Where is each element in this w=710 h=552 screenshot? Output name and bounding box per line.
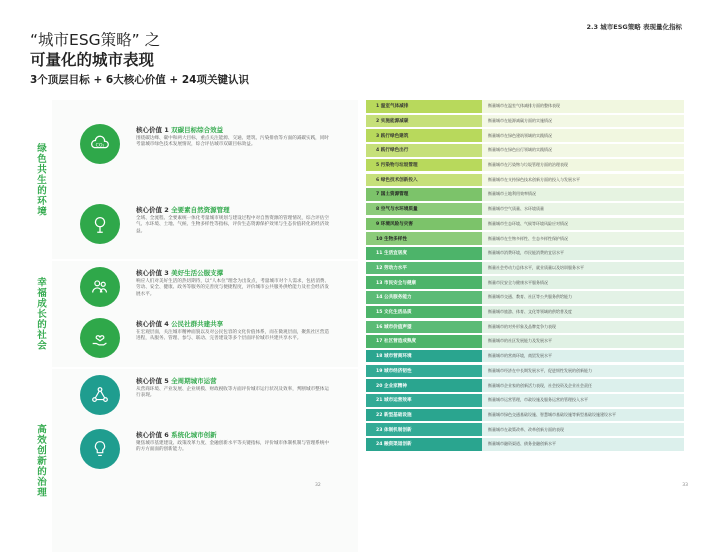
co2-cloud-icon <box>80 124 120 164</box>
kpi-description: 衡量社会劳动力总体水平，就业质量以及培训服务水平 <box>482 262 684 275</box>
kpi-description: 衡量城市运营管理，市政设施及服务运营的管理投入水平 <box>482 394 684 407</box>
kpi-label: 9 环境风险与灾害 <box>366 218 482 231</box>
kpi-row <box>366 247 684 260</box>
kpi-label: 10 生物多样性 <box>366 232 482 245</box>
kpi-row <box>366 321 684 334</box>
kpi-row <box>366 159 684 172</box>
kpi-description: 衡量城市企业家的创新活力表现，社会投资及企业社会责任 <box>482 379 684 392</box>
core-value-name: 全要素自然资源管理 <box>171 206 230 214</box>
core-value-number: 核心价值 6 <box>136 431 169 439</box>
goal-label: 绿色共生的环境 <box>35 142 46 217</box>
kpi-label: 15 文化生活品质 <box>366 306 482 319</box>
goal-group-environment <box>28 100 358 259</box>
kpi-row <box>366 306 684 319</box>
core-value-number: 核心价值 1 <box>136 126 169 134</box>
core-value-description: 响应人们对美好生活的热切期待，以“人本位”理念为出发点，考量城市对个人需求，包括消费、劳动、安全、健康、政务等服务的完善度与便捷程度，评价城市公共服务供给能力及社会经济发展水平。 <box>136 279 330 297</box>
kpi-label: 1 温室气体减排 <box>366 100 482 113</box>
kpi-label: 21 城市运营效率 <box>366 394 482 407</box>
kpi-label: 22 新型基础设施 <box>366 409 482 422</box>
section-header: 2.3 城市ESG策略 表现量化指标 <box>586 23 682 31</box>
kpi-row <box>366 350 684 363</box>
kpi-description: 衡量城市在政策改革、改革创新方面的表现 <box>482 423 684 436</box>
kpi-label: 24 融资渠道创新 <box>366 438 482 451</box>
core-value-name: 系统化城市创新 <box>171 431 217 439</box>
kpi-label: 12 劳动力水平 <box>366 262 482 275</box>
kpi-row <box>366 394 684 407</box>
kpi-description: 衡量城市融资渠道、债务金融创新水平 <box>482 438 684 451</box>
kpi-row <box>366 438 684 451</box>
goal-group-society <box>28 261 358 367</box>
kpi-label: 23 体制机制创新 <box>366 423 482 436</box>
kpi-row <box>366 144 684 157</box>
kpi-description: 衡量城市在支持绿色技术创新方面的投入与发展水平 <box>482 174 684 187</box>
core-value-description: 全域、全流程、全要素统一体化考量城市规划与建设过程中对自然资源的管理情况，综合评估空气、水环境、土地、气候、生物多样性等指标，评价生态资源保护效果与生态价值转化的经济效益。 <box>136 216 329 234</box>
kpi-row <box>366 100 684 113</box>
page-title-line1: “城市ESG策略” 之 <box>30 31 161 49</box>
tree-icon <box>80 204 120 244</box>
kpi-row <box>366 262 684 275</box>
kpi-label: 20 企业家精神 <box>366 379 482 392</box>
kpi-description: 衡量城市在污染物与垃圾管理方面的治理表现 <box>482 159 684 172</box>
kpi-label: 6 绿色技术创新投入 <box>366 174 482 187</box>
core-value-name: 美好生活公服支撑 <box>171 269 224 277</box>
kpi-description: 衡量城市在绿色建筑领域的实践情况 <box>482 129 684 142</box>
kpi-description: 衡量城市土地利用效率情况 <box>482 188 684 201</box>
kpi-row <box>366 423 684 436</box>
kpi-description: 衡量城市在绿色出行领域的实践情况 <box>482 144 684 157</box>
kpi-label: 19 城市经济韧性 <box>366 365 482 378</box>
core-value-number: 核心价值 2 <box>136 206 169 214</box>
core-value-name: 公民社群共建共享 <box>171 320 224 328</box>
kpi-row <box>366 232 684 245</box>
kpi-label: 13 市民安全与健康 <box>366 276 482 289</box>
kpi-row <box>366 379 684 392</box>
kpi-row <box>366 291 684 304</box>
lightbulb-icon <box>80 429 120 469</box>
kpi-label: 7 国土资源管理 <box>366 188 482 201</box>
kpi-label: 17 社区营造成熟度 <box>366 335 482 348</box>
kpi-row <box>366 115 684 128</box>
kpi-description: 衡量城市旅游、体育、文化等领域的供给普及度 <box>482 306 684 319</box>
kpi-label: 14 公共服务能力 <box>366 291 482 304</box>
hand-heart-icon <box>80 318 120 358</box>
kpi-label: 8 空气与水环境质量 <box>366 203 482 216</box>
page-number-left: 32 <box>315 483 321 488</box>
core-value-number: 核心价值 5 <box>136 377 169 385</box>
kpi-description: 衡量城市消费环境，市民能消费的宜居水平 <box>482 247 684 260</box>
kpi-description: 衡量城市生态环境、气候等环境风险应对情况 <box>482 218 684 231</box>
core-value-name: 全周期城市运营 <box>171 377 217 385</box>
kpi-description: 衡量城市的营商环境，商贸发展水平 <box>482 350 684 363</box>
kpi-description: 衡量城市在温室气体减排方面的整体表现 <box>482 100 684 113</box>
kpi-row <box>366 218 684 231</box>
core-value-description: 聚焦城市基建建设、政策改革力度、金融创新水平等关键指标，评价城市体制机制与管理系统中的方方面面的创新能力。 <box>136 441 329 453</box>
kpi-label: 18 城市营商环境 <box>366 350 482 363</box>
core-value-number: 核心价值 4 <box>136 320 169 328</box>
kpi-description: 衡量城市经济在中长期发展水平，促进韧性发展的创新能力 <box>482 365 684 378</box>
kpi-description: 衡量市民安全与健康水平服务情况 <box>482 276 684 289</box>
network-icon <box>80 375 120 415</box>
kpi-description: 衡量城市绿色交通基础设施、智慧城市基础设施等新型基础设施建设水平 <box>482 409 684 422</box>
core-value-name: 双碳目标综合效益 <box>171 126 224 134</box>
core-value-description: 围绕碳达峰、碳中和两大目标，重点关注能源、交通、建筑、污染排放等方面的减碳实践，同时考量城市绿色技术发展情况，综合评估城市双碳目标效益。 <box>136 136 329 148</box>
kpi-label: 2 实施能源减碳 <box>366 115 482 128</box>
kpi-label: 11 生活宜居度 <box>366 247 482 260</box>
kpi-description: 衡量城市的社区发展能力及发展水平 <box>482 335 684 348</box>
page-subtitle: 3个顶层目标 + 6大核心价值 + 24项关键认识 <box>30 74 249 86</box>
kpi-description: 衡量城市的对外形象及品牌竞争力表现 <box>482 321 684 334</box>
kpi-label: 5 污染物与垃圾管理 <box>366 159 482 172</box>
kpi-label: 3 践行绿色建筑 <box>366 129 482 142</box>
kpi-row <box>366 129 684 142</box>
page-number-right: 33 <box>682 483 688 488</box>
kpi-description: 衡量城市空气质量、水环境质量 <box>482 203 684 216</box>
core-value-description: 在宏观层面，关注城市精神面貌以及对公民包容的文化价值体系，而在微观层面，聚焦社区营造进程，从服务、管理、参与、联动、完善建设等多个层面评价城市共建共享水平。 <box>136 330 329 342</box>
kpi-row <box>366 335 684 348</box>
kpi-description: 衡量城市在能源减碳方面的实施情况 <box>482 115 684 128</box>
kpi-row <box>366 203 684 216</box>
kpi-description: 衡量城市交通、教育、社区等公共服务供给能力 <box>482 291 684 304</box>
kpi-row <box>366 365 684 378</box>
kpi-label: 4 践行绿色出行 <box>366 144 482 157</box>
page-title-line2: 可量化的城市表现 <box>30 51 155 69</box>
kpi-row <box>366 188 684 201</box>
kpi-label: 16 城市价值声望 <box>366 321 482 334</box>
svg-text:CO₂: CO₂ <box>95 143 105 149</box>
people-icon <box>80 267 120 307</box>
kpi-description: 衡量城市在生物多样性、生态多样性保护情况 <box>482 232 684 245</box>
kpi-row <box>366 409 684 422</box>
goal-label: 幸福成长的社会 <box>35 277 46 351</box>
core-value-number: 核心价值 3 <box>136 269 169 277</box>
core-value-description: 从营商环境、产业发展、企业规模、财政税收等方面评价城市运行状况及效率，判断城市整体运行表现。 <box>136 387 329 399</box>
goal-label: 高效创新的治理 <box>35 423 46 498</box>
goal-group-governance <box>28 369 358 552</box>
kpi-row <box>366 276 684 289</box>
kpi-row <box>366 174 684 187</box>
